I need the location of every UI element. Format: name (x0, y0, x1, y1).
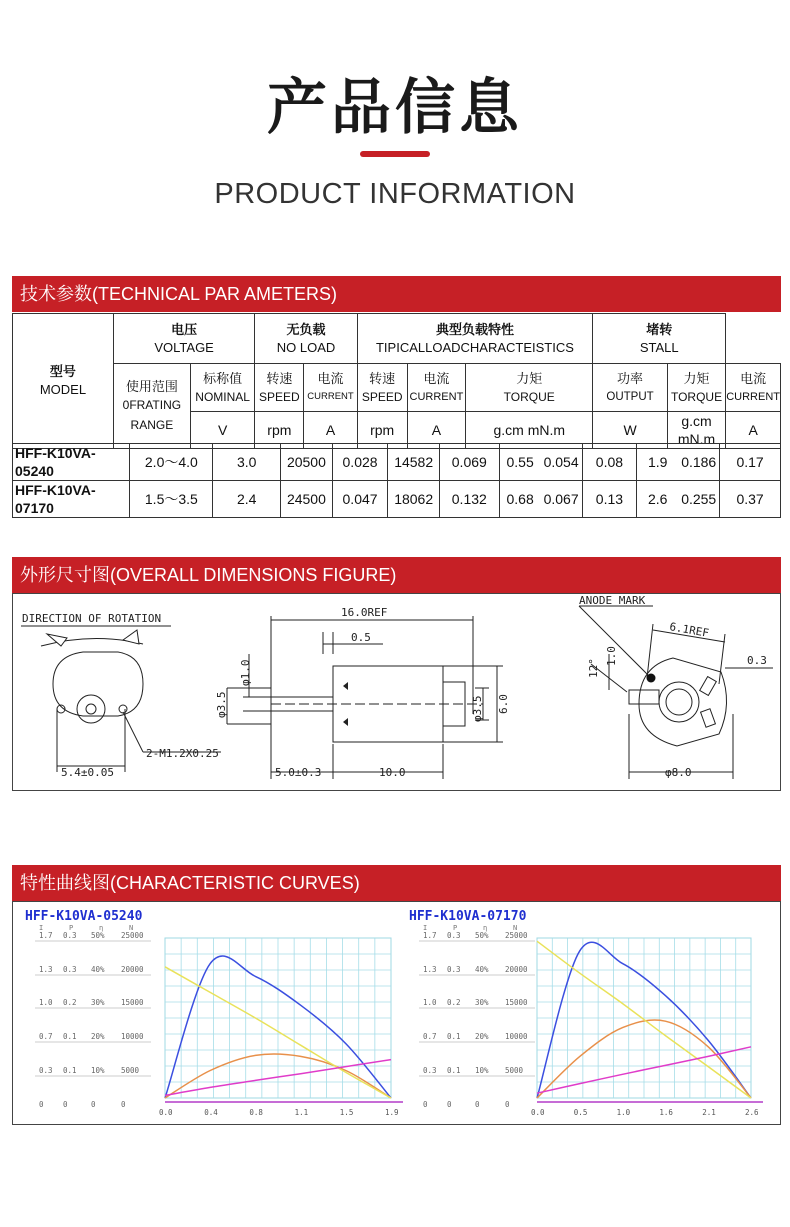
scale-tick-label: 0 (447, 1100, 452, 1109)
stall-header: 堵转 STALL (593, 314, 726, 364)
voltage-header: 电压 VOLTAGE (113, 314, 255, 364)
typical-load-header: 典型负载特性 TIPICALLOADCHARACTEISTICS (357, 314, 593, 364)
scale-tick-label: 0.3 (63, 965, 77, 974)
scale-tick-label: 0.2 (447, 998, 461, 1007)
x-tick-label: 2.1 (702, 1108, 716, 1117)
scale-tick-label: 30% (475, 998, 489, 1007)
x-tick-label: 2.6 (745, 1108, 759, 1117)
scale-tick-label: 40% (475, 965, 489, 974)
nl-current-subheader: 电流 CURRENT (304, 364, 357, 412)
scale-tick-label: 0 (39, 1100, 44, 1109)
scale-tick-label: 1.3 (423, 965, 437, 974)
table-row: HFF-K10VA-07170 1.5～3.5 2.4 24500 0.047 18062 0.132 0.68 0.067 0.13 2.6 0.255 0.37 (13, 481, 781, 518)
scale-tick-label: 0.7 (39, 1032, 53, 1041)
chart-title: HFF-K10VA-07170 (409, 909, 527, 924)
anode-mark-dot (647, 674, 656, 683)
range-subheader: 使用范围 0FRATING RANGE (113, 364, 190, 449)
st-current-subheader: 电流 CURRENT (726, 364, 781, 412)
technical-section-header: 技术参数(TECHNICAL PAR AMETERS) (12, 276, 781, 312)
scale-header: I (423, 924, 428, 932)
scale-tick-label: 30% (91, 998, 105, 1007)
tl-current-subheader: 电流 CURRENT (407, 364, 466, 412)
scale-tick-label: 20000 (505, 965, 528, 974)
x-tick-label: 0.0 (531, 1108, 545, 1117)
term-ref-label: 6.1REF (668, 620, 710, 640)
page-title-cn: 产品信息 (267, 73, 523, 143)
scale-tick-label: 25000 (121, 931, 144, 940)
unit-tl-output: W (593, 412, 668, 449)
curves-section-header: 特性曲线图(CHARACTERISTIC CURVES) (12, 865, 781, 901)
dimensions-drawing (13, 594, 780, 790)
title-divider (360, 151, 430, 157)
scale-tick-label: 10% (475, 1066, 489, 1075)
scale-tick-label: 50% (91, 931, 105, 940)
unit-tl-current: A (407, 412, 466, 449)
scale-tick-label: 0.3 (447, 931, 461, 940)
model-header: 型号 MODEL (13, 314, 114, 449)
scale-tick-label: 10% (91, 1066, 105, 1075)
scale-header: P (69, 924, 74, 932)
scale-tick-label: 0.3 (63, 931, 77, 940)
tl-torque-subheader: 力矩 TORQUE (466, 364, 593, 412)
scale-tick-label: 20% (475, 1032, 489, 1041)
curves-chart (13, 902, 780, 1124)
scale-tick-label: 0 (91, 1100, 96, 1109)
nl-speed-subheader: 转速 SPEED (255, 364, 304, 412)
scale-tick-label: 40% (91, 965, 105, 974)
unit-nominal: V (190, 412, 255, 449)
x-tick-label: 1.6 (659, 1108, 673, 1117)
dimensions-section-header: 外形尺寸图(OVERALL DIMENSIONS FIGURE) (12, 557, 781, 593)
scale-tick-label: 15000 (121, 998, 144, 1007)
end-dia-label: φ3.5 (471, 695, 484, 722)
scale-tick-label: 10000 (505, 1032, 528, 1041)
scale-tick-label: 20% (91, 1032, 105, 1041)
scale-header: N (513, 924, 518, 932)
scale-header: P (453, 924, 458, 932)
scale-header: N (129, 924, 134, 932)
scale-tick-label: 0.1 (447, 1032, 461, 1041)
unit-st-torque: g.cm mN.m (667, 412, 725, 449)
scale-tick-label: 0 (475, 1100, 480, 1109)
scale-header: η (483, 924, 488, 932)
unit-nl-current: A (304, 412, 357, 449)
scale-tick-label: 0.3 (39, 1066, 53, 1075)
scale-tick-label: 25000 (505, 931, 528, 940)
x-tick-label: 0.4 (204, 1108, 218, 1117)
term-thick-label: 0.3 (747, 654, 767, 667)
unit-tl-speed: rpm (357, 412, 407, 449)
scale-tick-label: 50% (475, 931, 489, 940)
anode-label: ANODE MARK (579, 594, 646, 607)
boss-dia-label: φ3.5 (215, 691, 228, 718)
curves-figure (12, 901, 781, 1125)
screw-label: 2-M1.2X0.25 (146, 747, 219, 760)
spec-data-table (12, 443, 781, 518)
rotation-label: DIRECTION OF ROTATION (22, 612, 162, 625)
dimensions-figure (12, 593, 781, 791)
scale-tick-label: 0.7 (423, 1032, 437, 1041)
st-torque-subheader: 力矩 TORQUE (667, 364, 725, 412)
shaft-dia-label: φ1.0 (239, 659, 252, 686)
scale-tick-label: 5000 (505, 1066, 524, 1075)
scale-tick-label: 0.1 (63, 1032, 77, 1041)
unit-tl-torque: g.cm mN.m (466, 412, 593, 449)
scale-tick-label: 5000 (121, 1066, 140, 1075)
chart-title: HFF-K10VA-05240 (25, 909, 143, 924)
can-dia-label: φ8.0 (665, 766, 692, 779)
body-len-label: 10.0 (379, 766, 406, 779)
height-label: 6.0 (497, 694, 510, 714)
scale-tick-label: 1.7 (39, 931, 53, 940)
spec-table (12, 313, 781, 449)
tl-speed-subheader: 转速 SPEED (357, 364, 407, 412)
x-tick-label: 0.0 (159, 1108, 173, 1117)
nominal-subheader: 标称值 NOMINAL (190, 364, 255, 412)
angle-label: 12° (587, 658, 600, 678)
scale-tick-label: 0 (121, 1100, 126, 1109)
term-width-label: 1.0 (605, 646, 618, 666)
scale-tick-label: 10000 (121, 1032, 144, 1041)
table-row: HFF-K10VA-05240 2.0～4.0 3.0 20500 0.028 14582 0.069 0.55 0.054 0.08 1.9 0.186 0.17 (13, 444, 781, 481)
x-tick-label: 1.9 (385, 1108, 399, 1117)
shaft-len-label: 5.0±0.3 (275, 766, 322, 779)
scale-tick-label: 0 (423, 1100, 428, 1109)
x-tick-label: 0.5 (573, 1108, 588, 1117)
scale-tick-label: 0 (505, 1100, 510, 1109)
scale-tick-label: 15000 (505, 998, 528, 1007)
x-tick-label: 1.1 (294, 1108, 309, 1117)
scale-tick-label: 20000 (121, 965, 144, 974)
x-tick-label: 1.5 (339, 1108, 354, 1117)
scale-tick-label: 0.3 (447, 965, 461, 974)
x-tick-label: 1.0 (616, 1108, 631, 1117)
scale-tick-label: 1.0 (423, 998, 437, 1007)
x-tick-label: 0.8 (249, 1108, 263, 1117)
tl-output-subheader: 功率 OUTPUT (593, 364, 668, 412)
unit-nl-speed: rpm (255, 412, 304, 449)
unit-st-current: A (726, 412, 781, 449)
scale-tick-label: 0.1 (447, 1066, 461, 1075)
page-title-en: PRODUCT INFORMATION (214, 178, 576, 210)
scale-tick-label: 1.0 (39, 998, 53, 1007)
shaft-step-label: 0.5 (351, 631, 371, 644)
noload-header: 无负载 NO LOAD (255, 314, 357, 364)
scale-tick-label: 0.2 (63, 998, 77, 1007)
scale-header: I (39, 924, 44, 932)
width-label: 5.4±0.05 (61, 766, 114, 779)
length-ref-label: 16.0REF (341, 606, 388, 619)
scale-tick-label: 1.3 (39, 965, 53, 974)
scale-tick-label: 0.1 (63, 1066, 77, 1075)
scale-tick-label: 0 (63, 1100, 68, 1109)
scale-tick-label: 1.7 (423, 931, 437, 940)
scale-header: η (99, 924, 104, 932)
scale-tick-label: 0.3 (423, 1066, 437, 1075)
